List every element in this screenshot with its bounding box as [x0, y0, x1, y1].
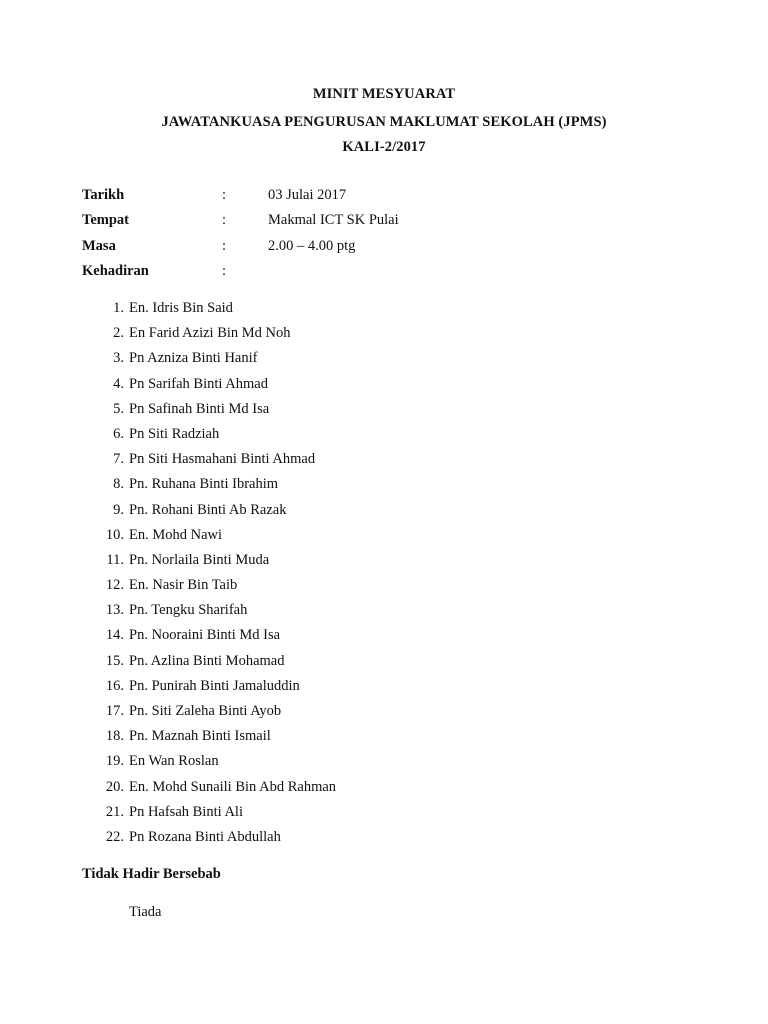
attendee-name: Pn Hafsah Binti Ali [129, 803, 243, 820]
meeting-number: KALI-2/2017 [342, 139, 426, 155]
list-item [0, 702, 768, 727]
meta-label: Tempat [82, 212, 129, 228]
list-item-number: 5. [113, 400, 124, 417]
list-item-number: 1. [113, 300, 124, 316]
list-item-number: 10. [105, 526, 124, 543]
attendee-name: Pn. Ruhana Binti Ibrahim [129, 476, 279, 493]
meta-row-time [82, 237, 702, 255]
list-item [0, 375, 768, 400]
list-item-number: 8. [113, 476, 124, 493]
meta-value: 2.00 – 4.00 ptg [268, 238, 356, 254]
attendee-list [0, 299, 768, 853]
attendee-name: En. Idris Bin Said [129, 300, 233, 316]
list-item [0, 299, 768, 324]
list-item-number: 9. [113, 501, 124, 518]
list-item [0, 778, 768, 803]
list-item [0, 652, 768, 677]
meta-value: 03 Julai 2017 [268, 187, 347, 203]
attendee-name: En. Nasir Bin Taib [129, 577, 238, 594]
attendee-name: Pn. Rohani Binti Ab Razak [129, 501, 287, 518]
list-item [0, 324, 768, 349]
attendee-name: Pn. Azlina Binti Mohamad [129, 652, 285, 669]
attendee-name: Pn Safinah Binti Md Isa [129, 400, 270, 417]
attendee-name: Pn. Punirah Binti Jamaluddin [129, 677, 300, 694]
absent-heading: Tidak Hadir Bersebab [82, 866, 221, 882]
meta-label: Masa [82, 238, 116, 254]
document-title: MINIT MESYUARAT [312, 86, 456, 102]
attendee-name: Pn. Maznah Binti Ismail [129, 728, 271, 745]
attendee-name: En. Mohd Nawi [129, 526, 223, 543]
list-item [0, 727, 768, 752]
attendee-name: Pn Siti Radziah [129, 425, 220, 442]
list-item-number: 14. [105, 627, 124, 644]
list-item-number: 17. [105, 703, 124, 719]
list-item [0, 526, 768, 551]
meta-row-attendance [82, 262, 702, 280]
list-item-number: 13. [105, 602, 124, 619]
attendee-name: Pn Sarifah Binti Ahmad [129, 375, 268, 392]
attendee-name: Pn Rozana Binti Abdullah [129, 828, 281, 845]
meta-colon: : [222, 212, 227, 228]
list-item-number: 12. [105, 577, 124, 594]
list-item [0, 828, 768, 853]
absent-value: Tiada [129, 904, 162, 920]
attendee-name: En Wan Roslan [129, 753, 219, 770]
list-item [0, 400, 768, 425]
meta-colon: : [222, 238, 227, 254]
meta-value: Makmal ICT SK Pulai [268, 212, 399, 228]
attendee-name: En Farid Azizi Bin Md Noh [129, 325, 291, 342]
list-item [0, 450, 768, 475]
attendee-name: Pn. Nooraini Binti Md Isa [129, 627, 281, 644]
list-item-number: 7. [113, 451, 124, 468]
list-item [0, 803, 768, 828]
attendee-name: Pn. Tengku Sharifah [129, 602, 248, 619]
meta-label: Kehadiran [82, 263, 149, 279]
attendee-name: En. Mohd Sunaili Bin Abd Rahman [129, 778, 337, 795]
list-item-number: 2. [113, 325, 124, 342]
meta-row-date [82, 186, 702, 204]
attendee-name: Pn Siti Hasmahani Binti Ahmad [129, 451, 316, 468]
list-item-number: 11. [106, 551, 124, 568]
meta-colon: : [222, 263, 227, 279]
list-item-number: 3. [113, 350, 124, 367]
list-item [0, 601, 768, 626]
committee-title: JAWATANKUASA PENGURUSAN MAKLUMAT SEKOLAH (JPMS) [161, 114, 607, 130]
list-item [0, 425, 768, 450]
attendee-name: Pn Azniza Binti Hanif [129, 350, 258, 367]
meta-row-place [82, 211, 702, 229]
list-item-number: 18. [105, 728, 124, 745]
attendee-name: Pn. Siti Zaleha Binti Ayob [129, 703, 282, 719]
list-item [0, 551, 768, 576]
list-item-number: 22. [105, 828, 124, 845]
attendee-name: Pn. Norlaila Binti Muda [129, 551, 270, 568]
list-item-number: 4. [113, 375, 124, 392]
list-item-number: 15. [105, 652, 124, 669]
list-item [0, 501, 768, 526]
list-item [0, 677, 768, 702]
list-item-number: 6. [113, 425, 124, 442]
list-item [0, 752, 768, 777]
list-item-number: 21. [105, 803, 124, 820]
list-item-number: 20. [105, 778, 124, 795]
list-item [0, 626, 768, 651]
list-item [0, 475, 768, 500]
list-item [0, 349, 768, 374]
list-item [0, 576, 768, 601]
list-item-number: 19. [105, 753, 124, 770]
meta-label: Tarikh [82, 187, 125, 203]
list-item-number: 16. [105, 677, 124, 694]
meta-colon: : [222, 187, 227, 203]
